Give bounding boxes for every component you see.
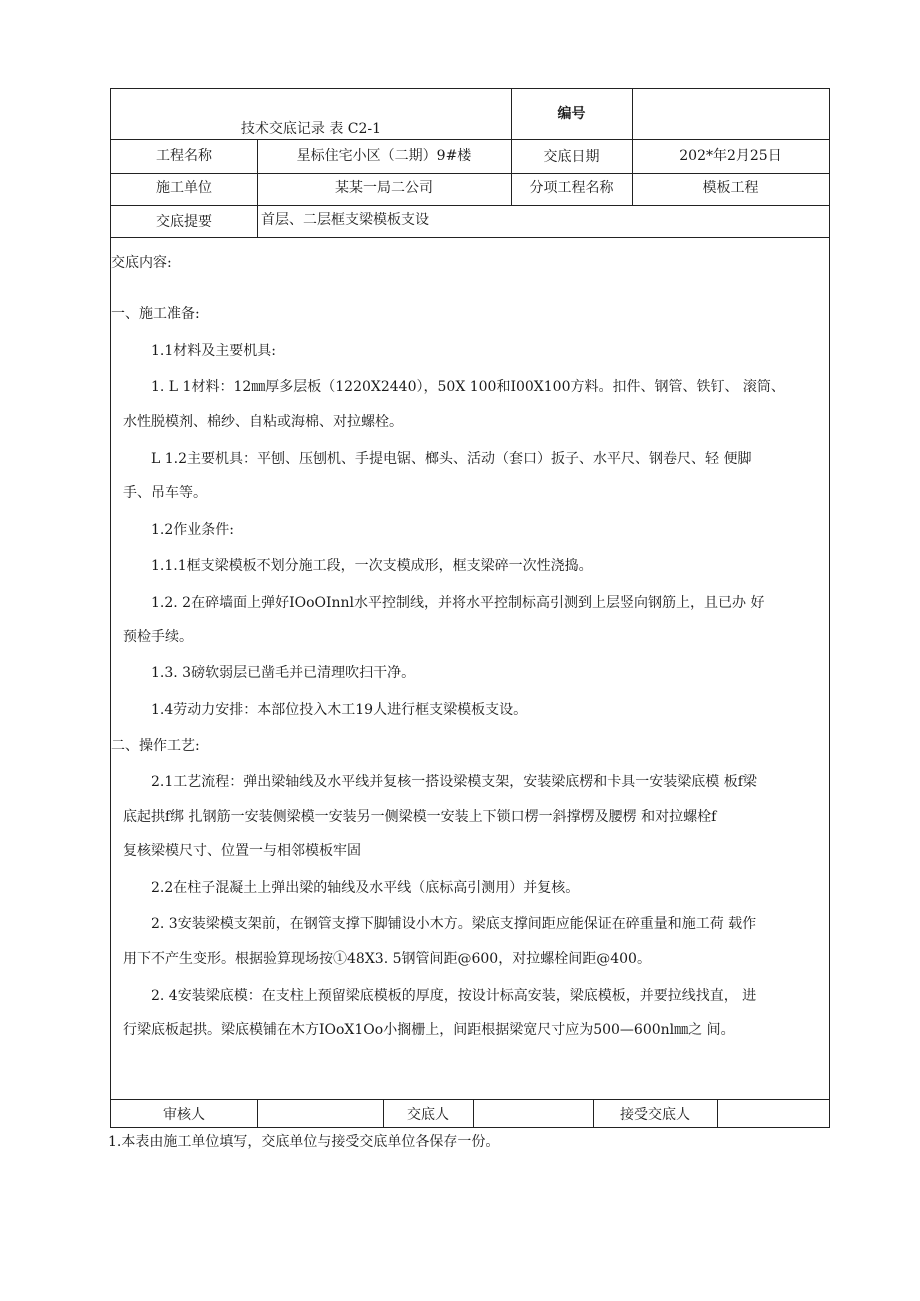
row-divider: [111, 139, 829, 140]
construction-unit-label: 施工单位: [156, 180, 212, 196]
subproject-label: 分项工程名称: [529, 180, 614, 196]
content-line: 用下不产生变形。根据验算现场按①48X3. 5钢管间距@600，对拉螺栓间距@400。: [123, 951, 651, 967]
content-line: 1.1.1框支梁模板不划分施工段，一次支模成形，框支梁碎一次性浇捣。: [151, 558, 593, 574]
content-line: 2.1工艺流程：弹出梁轴线及水平线并复核一搭设梁模支架，安装梁底楞和卡具一安装梁底模 板f梁: [151, 774, 757, 790]
content-line: 手、吊车等。: [123, 485, 207, 501]
content-line: 1.3. 3磅软弱层已凿毛并已清理吹扫干净。: [151, 665, 416, 681]
presenter-label: 交底人: [407, 1107, 449, 1123]
content-line: 交底内容:: [111, 255, 172, 271]
content-line: 1. L 1材料：12㎜厚多层板（1220X2440），50X 100和I00X100方料。扣件、钢管、铁钉、 滚筒、: [151, 379, 785, 395]
content-line: 1.2作业条件:: [151, 522, 234, 538]
content-line: 2. 4安装梁底模：在支柱上预留梁底模板的厚度，按设计标高安装，梁底模板，并要拉线找直， 进: [151, 988, 757, 1004]
content-line: 复核梁模尺寸、位置一与相邻模板牢固: [123, 843, 361, 859]
content-line: L 1.2主要机具：平刨、压刨机、手提电锯、榔头、活动（套口）扳子、水平尺、钢卷尺、轻 便脚: [151, 451, 752, 467]
project-name-label: 工程名称: [156, 148, 212, 164]
project-name: 星标住宅小区（二期）9#楼: [296, 148, 472, 164]
row-divider: [111, 1099, 829, 1100]
briefing-summary: 首层、二层框支梁模板支设: [261, 212, 429, 228]
date-label: 交底日期: [543, 149, 600, 165]
row-divider: [111, 205, 829, 206]
content-line: 行梁底板起拱。梁底模铺在木方IOoX1Oo小搁栅上，间距根据梁宽尺寸应为500—600nl㎜之 间。: [123, 1022, 735, 1038]
content-line: 1.2. 2在碎墙面上弹好IOoOInnl水平控制线，并将水平控制标高引测到上层竖向钢筋上，且已办 好: [151, 595, 765, 611]
content-line: 一、施工准备:: [111, 306, 200, 322]
technical-briefing-form: [110, 88, 830, 1128]
content-line: 1.1材料及主要机具:: [151, 343, 276, 359]
footnote: 1.本表由施工单位填写，交底单位与接受交底单位各保存一份。: [108, 1134, 500, 1150]
number-label: 编号: [557, 106, 586, 122]
reviewer-label: 审核人: [163, 1107, 205, 1123]
content-line: 水性脱模剂、棉纱、自粘或海棉、对拉螺栓。: [123, 414, 403, 430]
construction-unit: 某某一局二公司: [335, 180, 433, 196]
row-divider: [111, 237, 829, 238]
content-line: 二、操作工艺:: [111, 738, 200, 754]
content-line: 1.4劳动力安排：本部位投入木工19人进行框支梁模板支设。: [151, 702, 528, 718]
summary-label: 交底提要: [156, 214, 212, 230]
col-divider: [717, 1099, 718, 1128]
receiver-label: 接受交底人: [620, 1107, 690, 1123]
content-line: 底起拱f绑 扎钢筋一安装侧梁模一安装另一侧梁模一安装上下锁口楞一斜撑楞及腰楞 和对拉螺栓f: [123, 809, 717, 825]
content-line: 预检手续。: [123, 629, 193, 645]
row-divider: [111, 173, 829, 174]
content-line: 2.2在柱子混凝土上弹出梁的轴线及水平线（底标高引测用）并复核。: [151, 880, 580, 896]
col-divider: [473, 1099, 474, 1128]
briefing-date: 202*年2月25日: [679, 148, 782, 164]
col-divider: [257, 1099, 258, 1128]
subproject-name: 模板工程: [702, 180, 759, 196]
form-title: 技术交底记录 表 C2-1: [240, 121, 382, 137]
content-line: 2. 3安装梁模支架前，在钢管支撑下脚铺设小木方。梁底支撑间距应能保证在碎重量和施工荷 载作: [151, 916, 757, 932]
